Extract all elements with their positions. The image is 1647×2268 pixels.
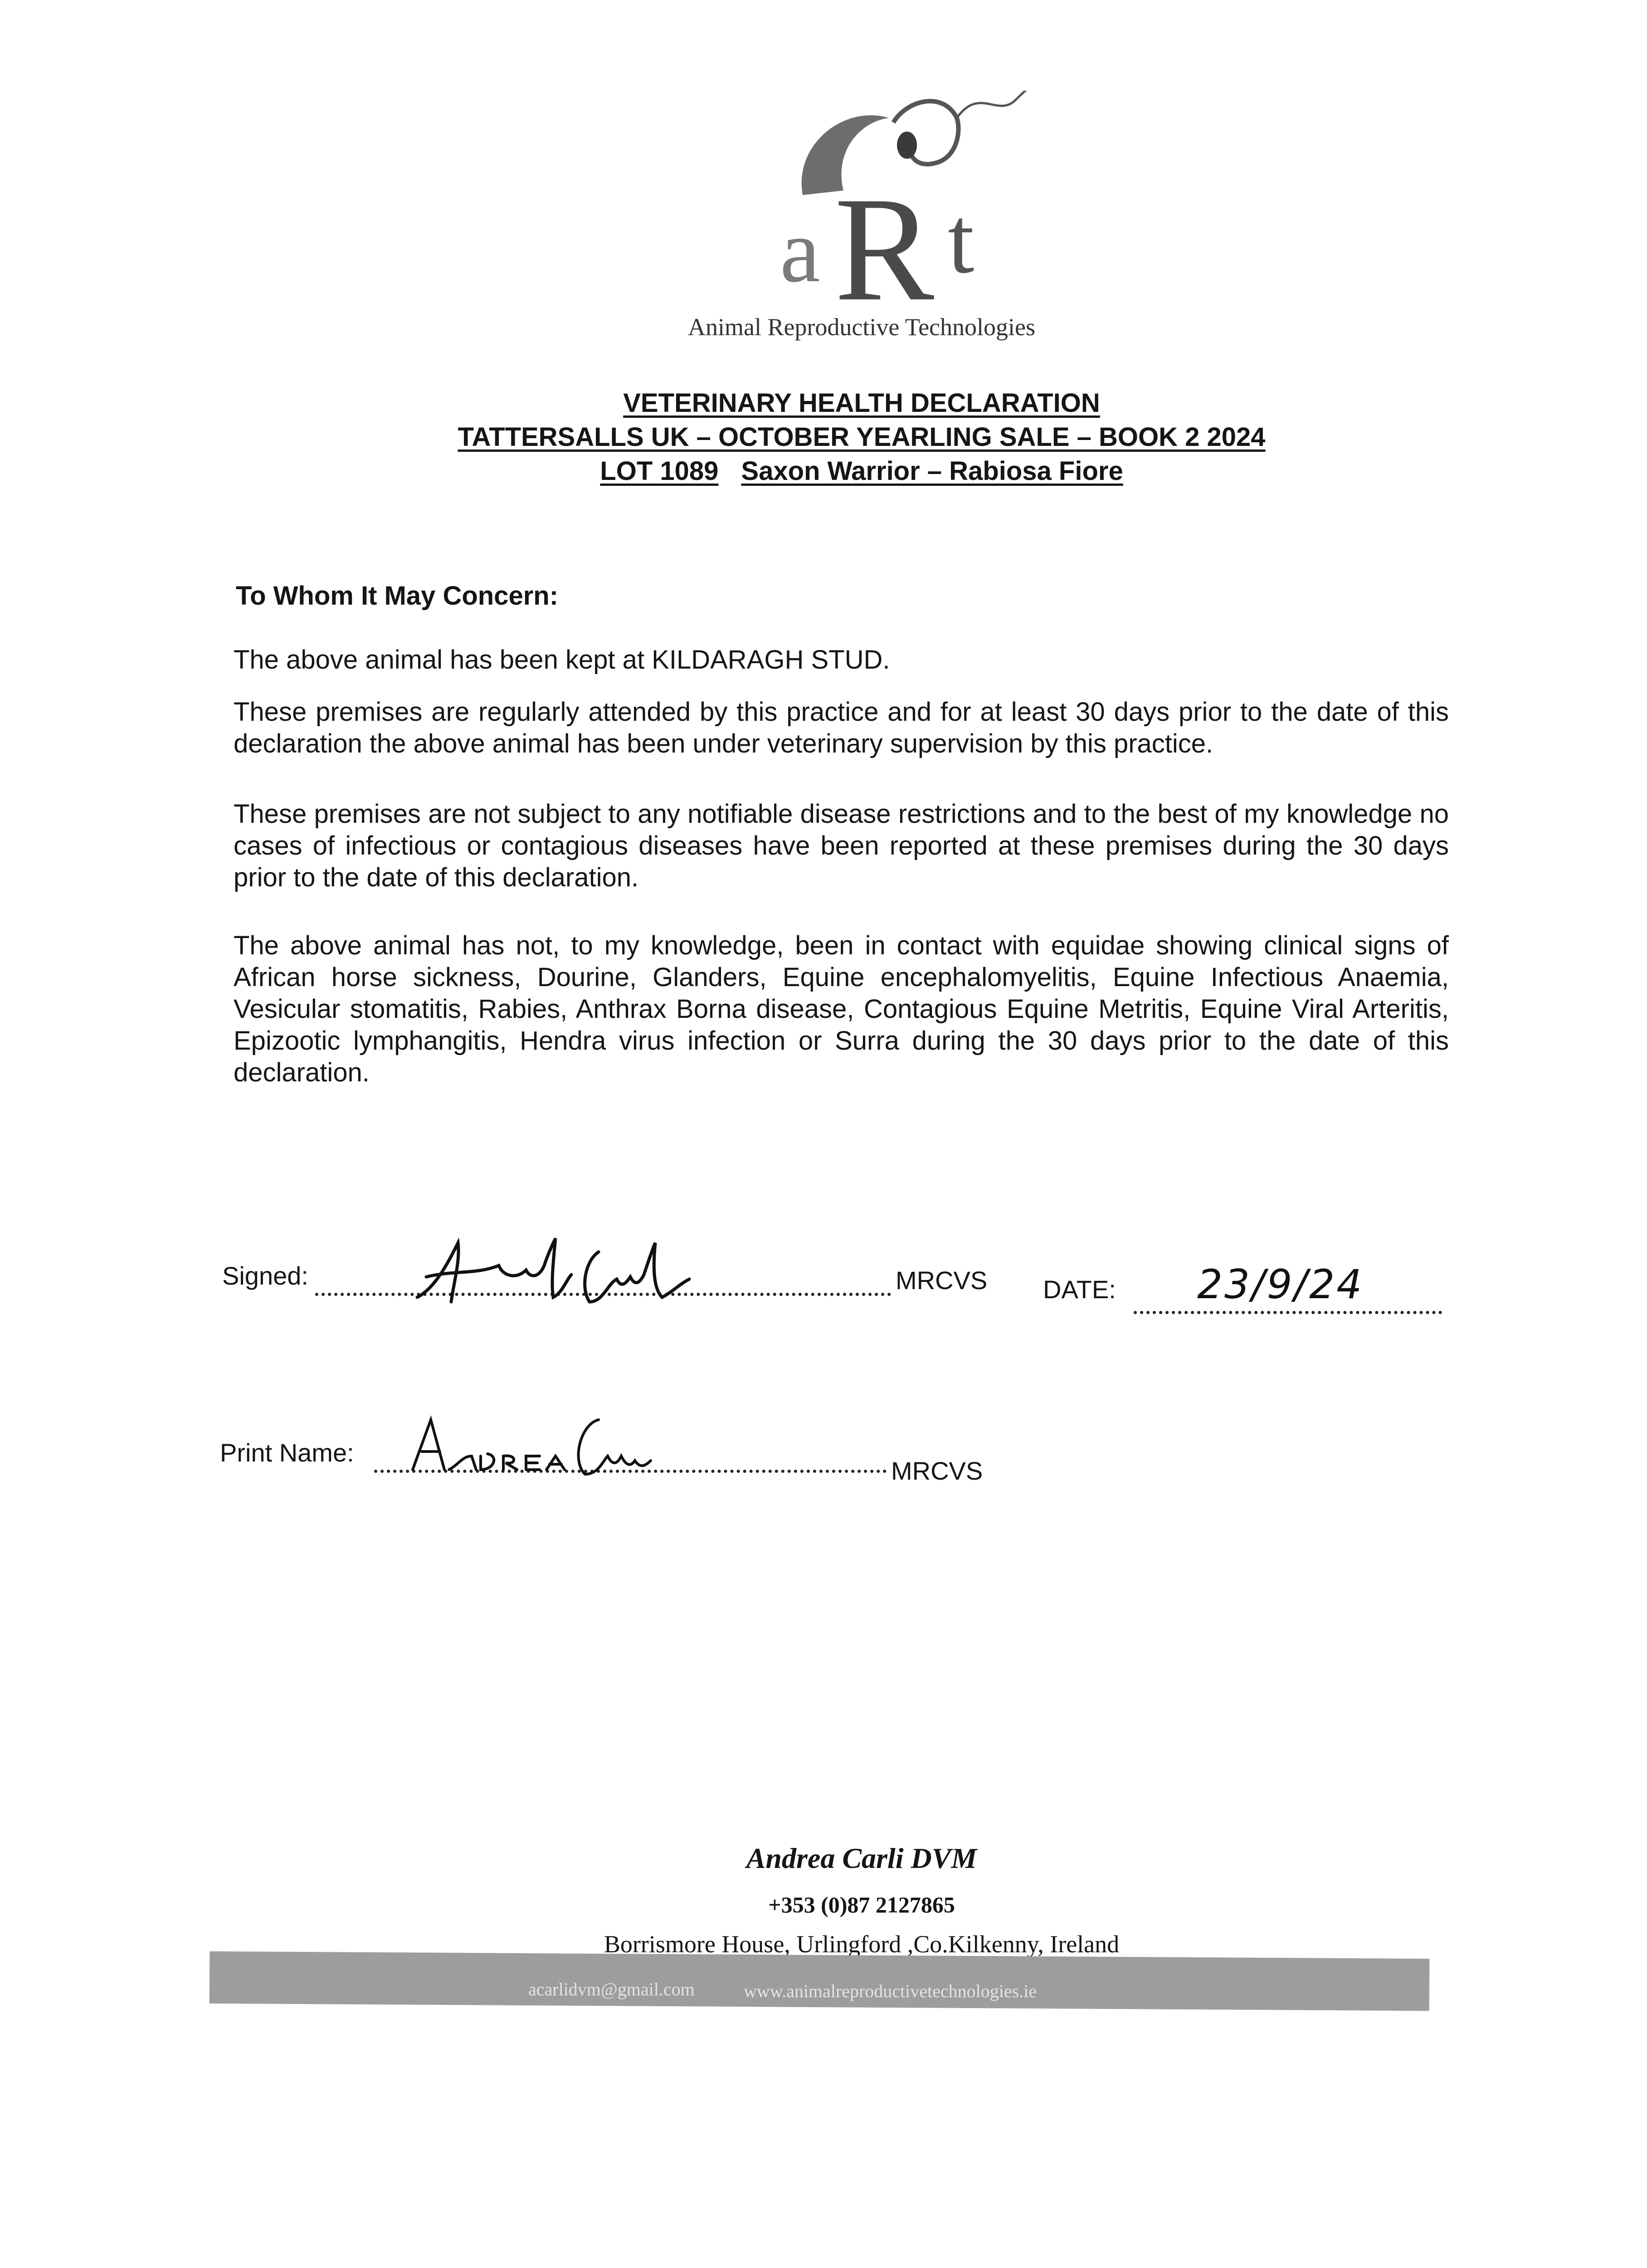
lot-horse: Saxon Warrior – Rabiosa Fiore	[741, 456, 1123, 486]
print-name-mrcvs: MRCVS	[891, 1457, 983, 1485]
footer-phone: +353 (0)87 2127865	[768, 1892, 955, 1917]
svg-text:a: a	[780, 201, 820, 301]
greeting: To Whom It May Concern:	[236, 581, 559, 611]
paragraph-diseases: The above animal has not, to my knowledge, been in contact with equidae showing clinical signs of African horse sickness, Dourine, Glanders, Equine encephalomyelitis, Equine Infectious Anaemia, Vesicular stomatitis, Rabies, Anthrax Borna disease, Contagious Equine Metritis, Equine Viral Arteritis, Epizootic lymphangitis, Hendra virus infection or Surra during the 30 days prior to the date of this declaration.	[234, 931, 1449, 1087]
signed-label: Signed:	[222, 1261, 308, 1290]
handwritten-date: 23/9/24	[1197, 1261, 1364, 1308]
art-sperm-logo-icon	[744, 91, 1034, 345]
handwritten-print-name	[408, 1411, 653, 1479]
date-dotted-line	[1134, 1311, 1442, 1314]
logo-caption: Animal Reproductive Technologies	[687, 313, 1036, 341]
paragraph-supervision: These premises are regularly attended by this practice and for at least 30 days prior to the date of this declaration the above animal has been under veterinary supervision by this practice.	[234, 697, 1449, 758]
declaration-title: VETERINARY HEALTH DECLARATION	[623, 388, 1100, 418]
date-label: DATE:	[1043, 1275, 1116, 1304]
footer-email: acarlidvm@gmail.com	[528, 1979, 695, 1999]
handwritten-signature	[408, 1234, 698, 1311]
svg-text:t: t	[948, 188, 975, 293]
signed-mrcvs: MRCVS	[896, 1266, 988, 1295]
footer-website: www.animalreproductivetechnologies.ie	[744, 1981, 1037, 2001]
paragraph-restrictions: These premises are not subject to any notifiable disease restrictions and to the best of my knowledge no cases of infectious or contagious diseases have been reported at these premises during the 30 days prior to the date of this declaration.	[234, 799, 1449, 892]
footer-name: Andrea Carli DVM	[746, 1842, 977, 1874]
lot-number: LOT 1089	[600, 456, 719, 486]
footer-address: Borrismore House, Urlingford ,Co.Kilkenny, Ireland	[604, 1931, 1120, 1958]
sale-title: TATTERSALLS UK – OCTOBER YEARLING SALE – BOOK 2 2024	[458, 422, 1266, 452]
lot-title	[408, 458, 1315, 484]
print-name-label: Print Name:	[220, 1438, 354, 1467]
paragraph-kept-at: The above animal has been kept at KILDARAGH STUD.	[234, 645, 890, 675]
svg-text:R: R	[834, 166, 935, 332]
art-logo	[744, 91, 1034, 345]
